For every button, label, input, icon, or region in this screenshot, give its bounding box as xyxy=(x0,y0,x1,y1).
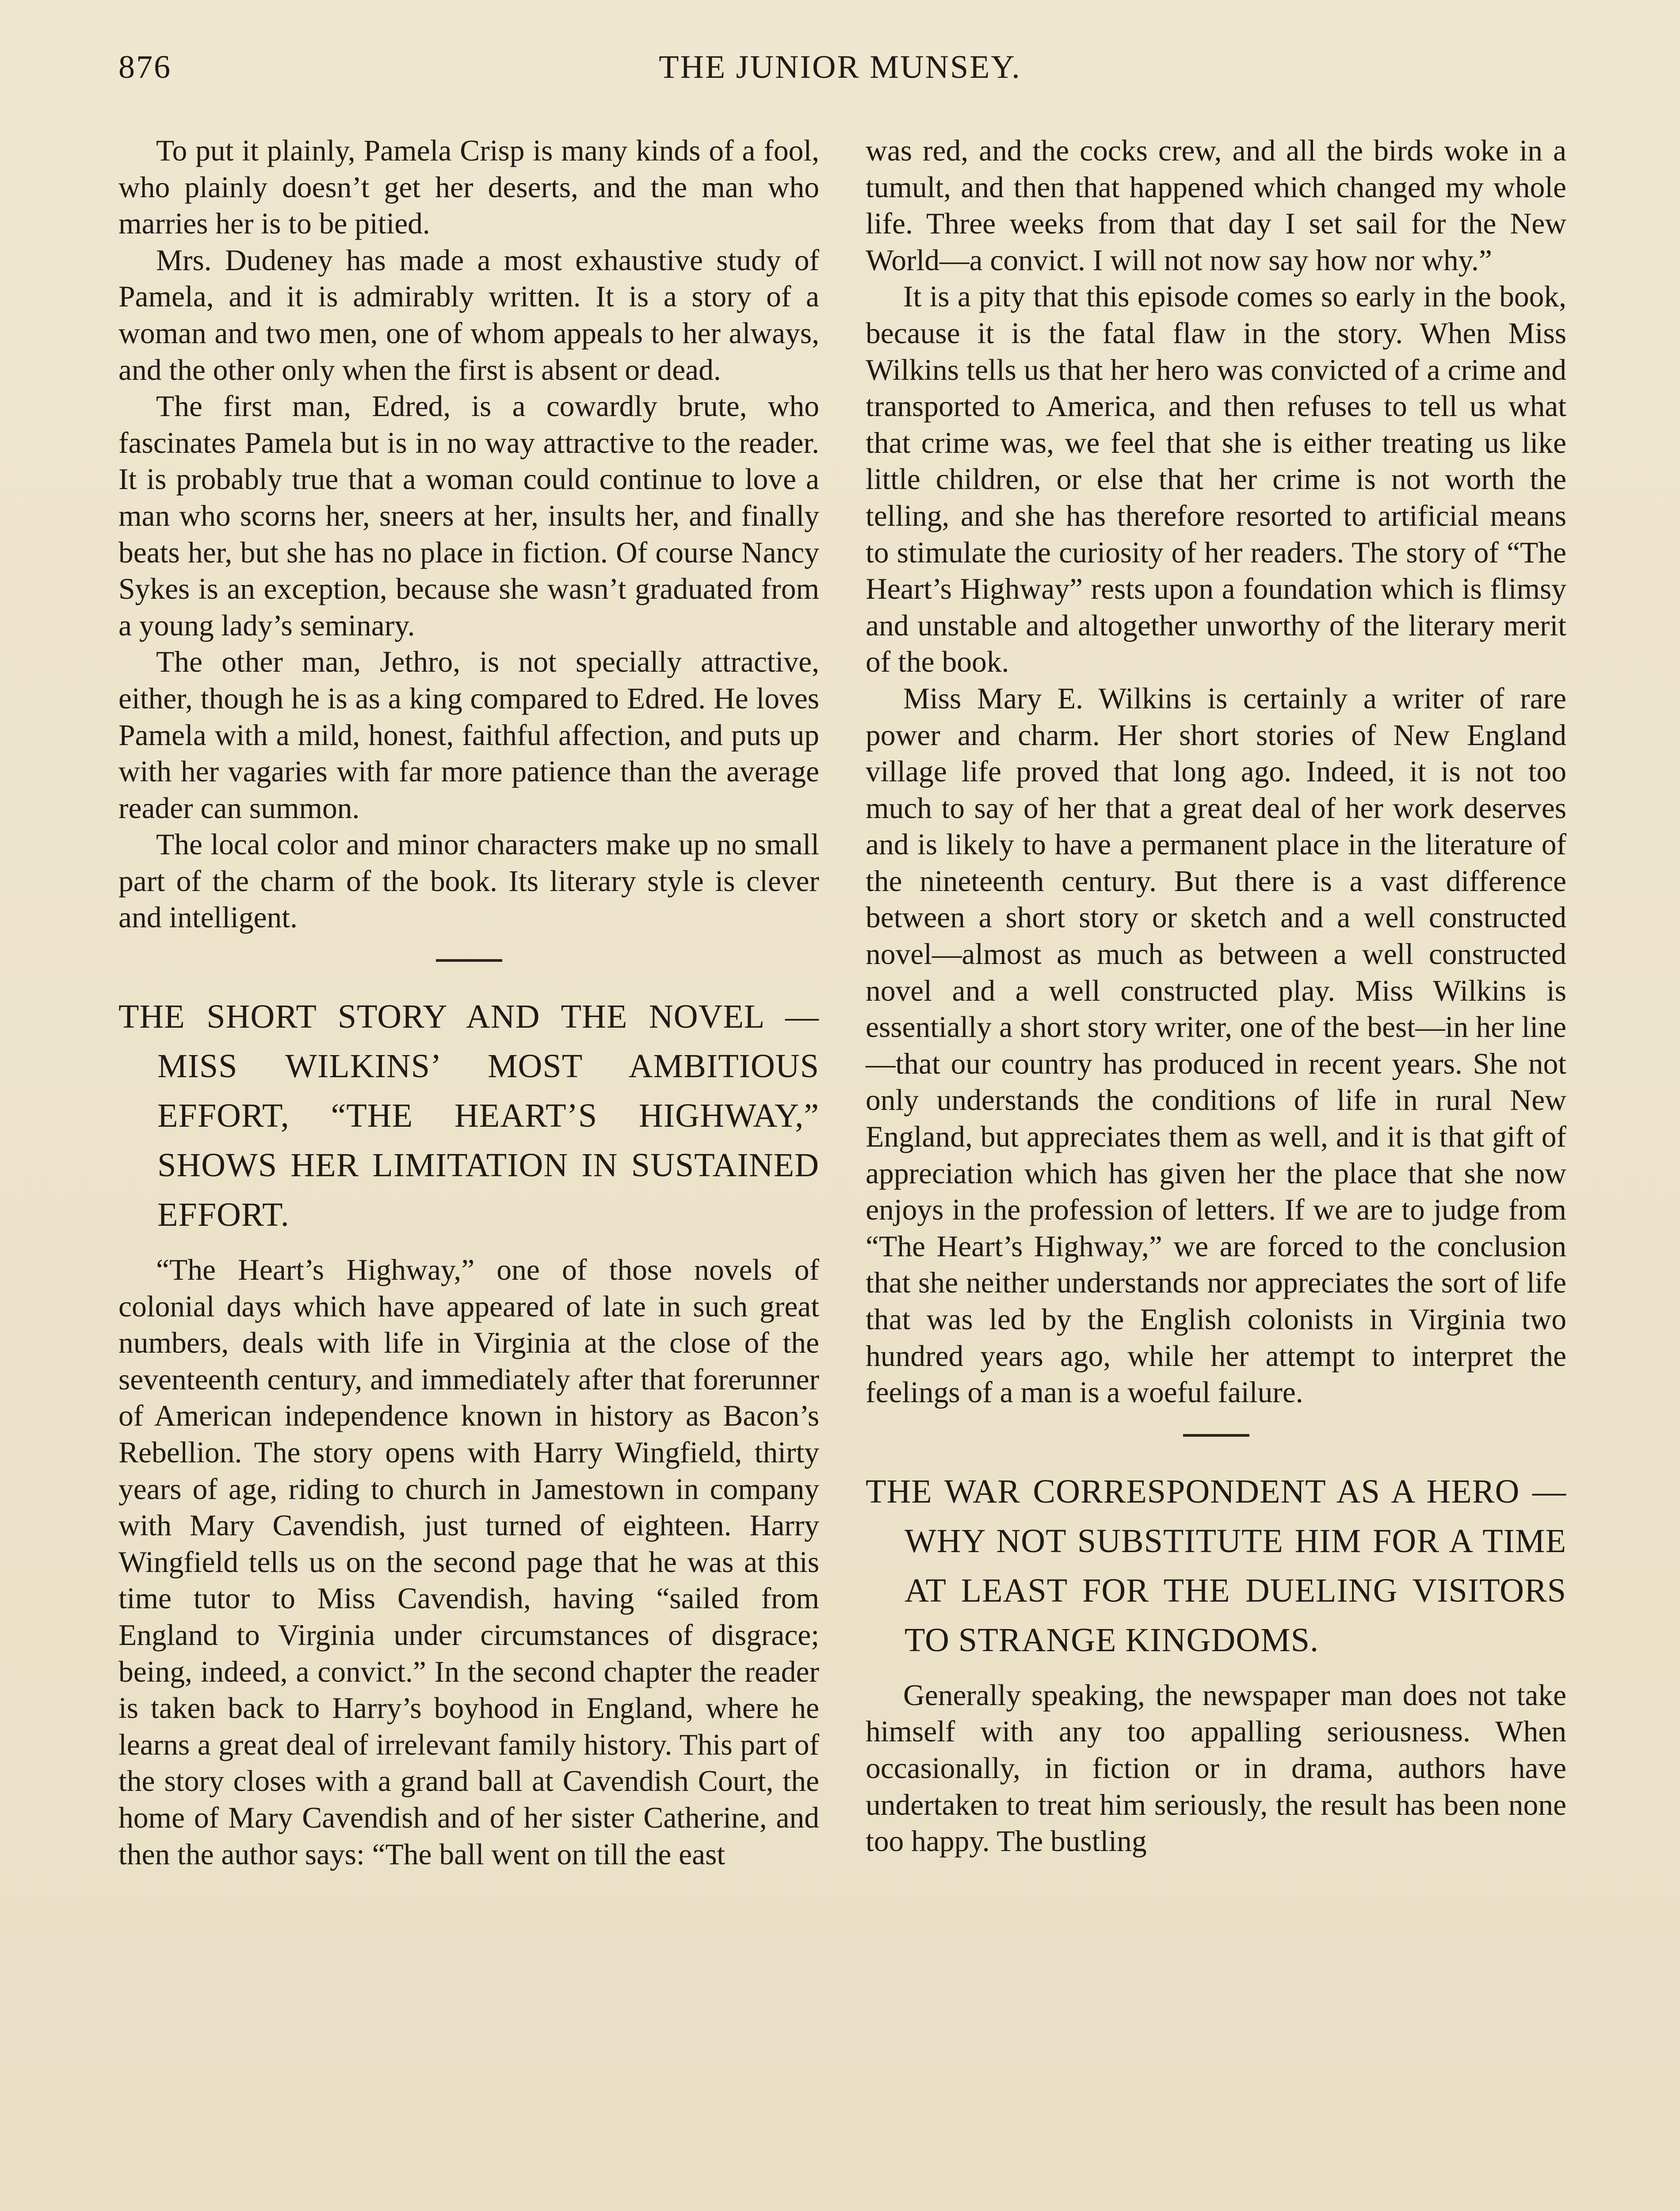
page-number: 876 xyxy=(118,49,172,85)
section-divider xyxy=(436,959,502,962)
section-heading: THE WAR CORRESPONDENT AS A HERO — WHY NOT SUBSTITUTE HIM FOR A TIME AT LEAST FOR THE DUELING VISITORS TO STRANGE KINGDOMS. xyxy=(866,1473,1566,1659)
section-heading: THE SHORT STORY AND THE NOVEL —MISS WILKINS’ MOST AMBITIOUS EFFORT, “THE HEART’S HIGHWAY,” SHOWS HER LIMITATION IN SUSTAINED EFFORT. xyxy=(118,998,819,1234)
paragraph: Mrs. Dudeney has made a most exhaustive study of Pamela, and it is admirably written. It is a story of a woman and two men, one of whom appeals to her always, and the other only when the first is absent or dead. xyxy=(118,243,819,386)
paragraph: Generally speaking, the newspaper man does not take himself with any too appalling seriousness. When occasionally, in fiction or in drama, authors have undertaken to treat him seriously, the result has been none too happy. The bustling xyxy=(866,1678,1566,1858)
section-divider xyxy=(1183,1434,1249,1437)
paragraph-continued: was red, and the cocks crew, and all the birds woke in a tumult, and then that happened which changed my whole life. Three weeks from that day I set sail for the New World—a convict. I will not now say how nor why.” xyxy=(866,134,1566,277)
paragraph: It is a pity that this episode comes so early in the book, because it is the fatal flaw in the story. When Miss Wilkins tells us that her hero was convicted of a crime and transported to America, and then refuses to tell us what that crime was, we feel that she is either treating us like little children, or else that her crime is not worth the telling, and she has therefore resorted to artificial means to stimulate the curiosity of her readers. The story of “The Heart’s Highway” rests upon a foundation which is flimsy and unstable and altogether unworthy of the literary merit of the book. xyxy=(866,280,1566,679)
paragraph: The first man, Edred, is a cowardly brute, who fascinates Pamela but is in no way attractive to the reader. It is probably true that a woman could continue to love a man who scorns her, sneers at her, insults her, and finally beats her, but she has no place in fiction. Of course Nancy Sykes is an exception, because she wasn’t graduated from a young lady’s seminary. xyxy=(118,390,819,642)
paragraph: The local color and minor characters make up no small part of the charm of the book. Its literary style is clever and intelligent. xyxy=(118,828,819,934)
paragraph: To put it plainly, Pamela Crisp is many kinds of a fool, who plainly doesn’t get her deserts, and the man who marries her is to be pitied. xyxy=(118,134,819,241)
right-column xyxy=(866,133,1566,1860)
page-header xyxy=(118,49,1562,102)
paragraph: Miss Mary E. Wilkins is certainly a writer of rare power and charm. Her short stories of New England village life proved that long ago. Indeed, it is not too much to say of her that a great deal of her work deserves and is likely to have a permanent place in the literature of the nineteenth century. But there is a vast difference between a short story or sketch and a well constructed novel—almost as much as between a well constructed novel and a well constructed play. Miss Wilkins is essentially a short story writer, one of the best—in her line—that our country has produced in recent years. She not only understands the conditions of life in rural New England, but appreciates them as well, and it is that gift of appreciation which has given her the place that she now enjoys in the profession of letters. If we are to judge from “The Heart’s Highway,” we are forced to the conclusion that she neither understands nor appreciates the sort of life that was led by the English colonists in Virginia two hundred years ago, while her attempt to interpret the feelings of a man is a woeful failure. xyxy=(866,681,1566,1409)
running-head: THE JUNIOR MUNSEY. xyxy=(659,49,1021,85)
paragraph: The other man, Jethro, is not specially attractive, either, though he is as a king compared to Edred. He loves Pamela with a mild, honest, faithful affection, and puts up with her vagaries with far more patience than the average reader can summon. xyxy=(118,645,819,825)
left-column xyxy=(118,133,819,1873)
paragraph: “The Heart’s Highway,” one of those novels of colonial days which have appeared of late in such great numbers, deals with life in Virginia at the close of the seventeenth century, and immediately after that forerunner of American independence known in history as Bacon’s Rebellion. The story opens with Harry Wingfield, thirty years of age, riding to church in Jamestown in company with Mary Cavendish, just turned of eighteen. Harry Wingfield tells us on the second page that he was at this time tutor to Miss Cavendish, having “sailed from England to Virginia under circumstances of disgrace; being, indeed, a convict.” In the second chapter the reader is taken back to Harry’s boyhood in England, where he learns a great deal of irrelevant family history. This part of the story closes with a grand ball at Cavendish Court, the home of Mary Cavendish and of her sister Catherine, and then the author says: “The ball went on till the east xyxy=(118,1253,819,1871)
